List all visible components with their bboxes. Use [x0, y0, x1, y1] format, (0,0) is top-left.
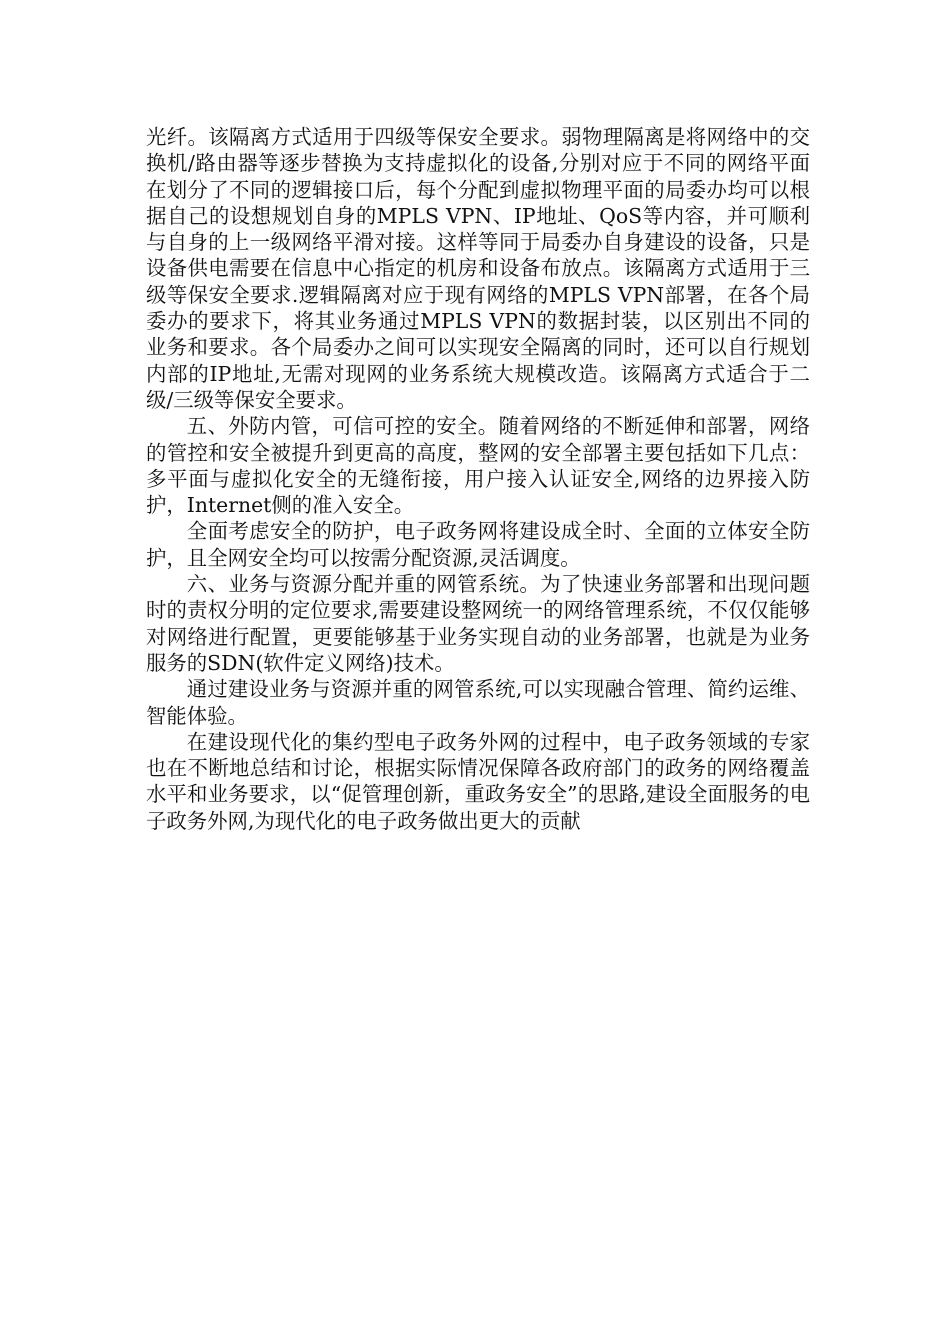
- document-body: [146, 124, 810, 834]
- paragraph-isolation-methods: 光纤。该隔离方式适用于四级等保安全要求。弱物理隔离是将网络中的交换机/路由器等逐步替换为支持虚拟化的设备,分别对应于不同的网络平面在划分了不同的逻辑接口后，每个分配到虚拟物理平面的局委办均可以根据自己的设想规划自身的MPLS VPN、IP地址、QoS等内容，并可顺利与自身的上一级网络平滑对接。这样等同于局委办自身建设的设备，只是设备供电需要在信息中心指定的机房和设备布放点。该隔离方式适用于三级等保安全要求.逻辑隔离对应于现有网络的MPLS VPN部署，在各个局委办的要求下，将其业务通过MPLS VPN的数据封装，以区别出不同的业务和要求。各个局委办之间可以实现安全隔离的同时，还可以自行规划内部的IP地址,无需对现网的业务系统大规模改造。该隔离方式适合于二级/三级等保安全要求。: [146, 125, 810, 412]
- paragraph-security-five: 五、外防内管，可信可控的安全。随着网络的不断延伸和部署，网络的管控和安全被提升到更高的高度，整网的安全部署主要包括如下几点：多平面与虚拟化安全的无缝衔接，用户接入认证安全,网络的边界接入防护，Internet侧的准入安全。: [146, 414, 810, 518]
- paragraph-management-summary: 通过建设业务与资源并重的网管系统,可以实现融合管理、简约运维、智能体验。: [146, 677, 810, 728]
- paragraph-management-six: 六、业务与资源分配并重的网管系统。为了快速业务部署和出现问题时的责权分明的定位要求,需要建设整网统一的网络管理系统，不仅仅能够对网络进行配置，更要能够基于业务实现自动的业务部署，也就是为业务服务的SDN(软件定义网络)技术。: [146, 572, 810, 675]
- paragraph-security-summary: 全面考虑安全的防护，电子政务网将建设成全时、全面的立体安全防护，且全网安全均可以按需分配资源,灵活调度。: [146, 519, 810, 570]
- paragraph-conclusion: 在建设现代化的集约型电子政务外网的过程中，电子政务领域的专家也在不断地总结和讨论，根据实际情况保障各政府部门的政务的网络覆盖水平和业务要求，以“促管理创新，重政务安全”的思路,建设全面服务的电子政务外网,为现代化的电子政务做出更大的贡献: [146, 729, 810, 833]
